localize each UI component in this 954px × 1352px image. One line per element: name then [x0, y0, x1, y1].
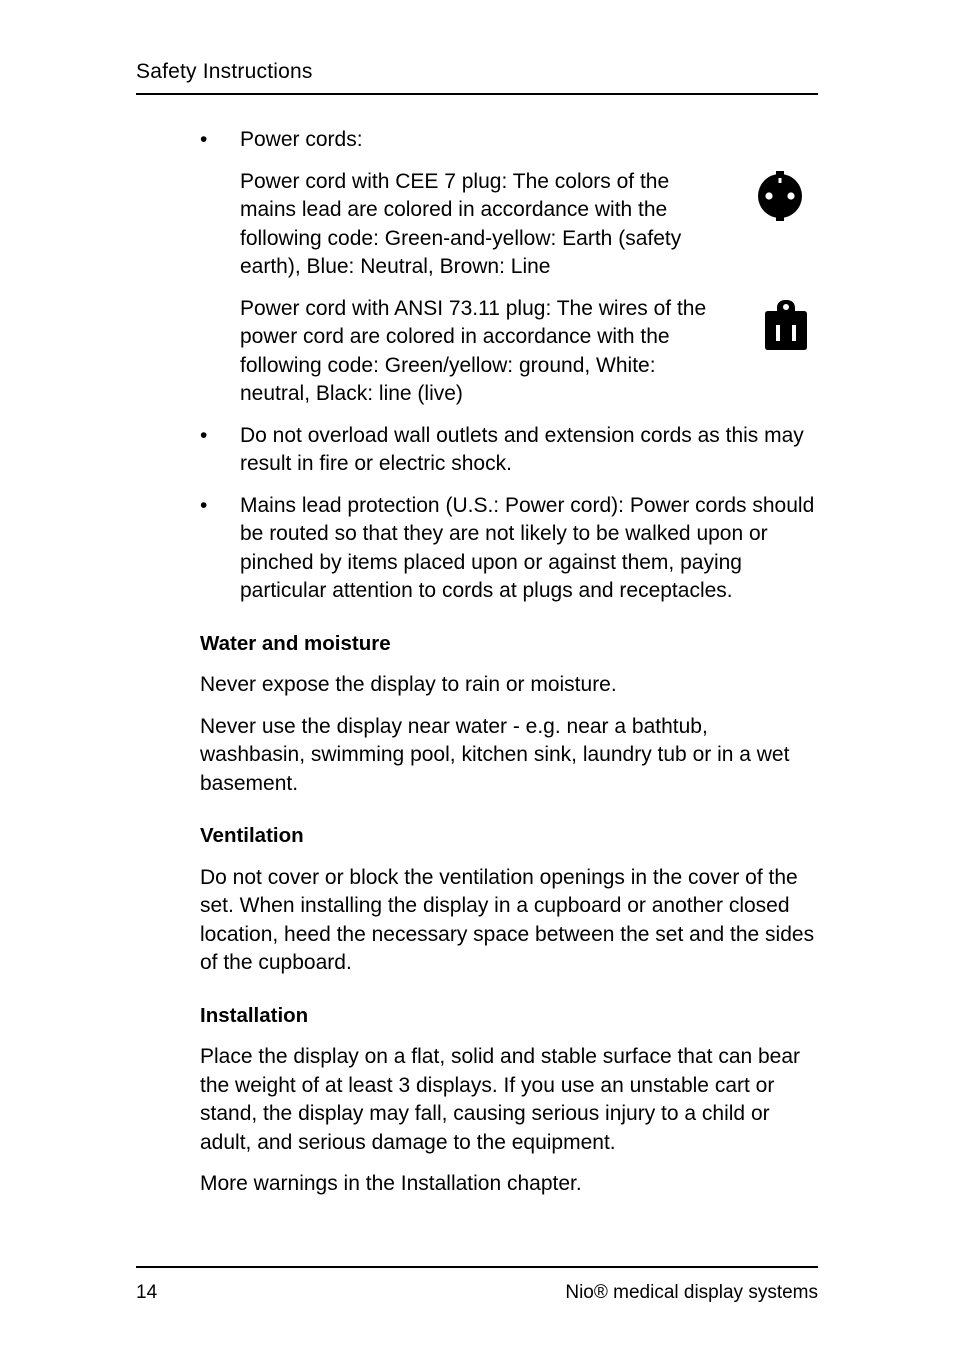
footer-product-name: Nio® medical display systems	[565, 1282, 818, 1303]
page-number: 14	[136, 1282, 158, 1303]
bullet-text: Mains lead protection (U.S.: Power cord): Power cords should be routed so that they are not likely to be walked upon or pinched by items placed upon or against them, paying particular attention to cords at plugs and receptacles.	[240, 493, 815, 602]
bullet-power-cords	[200, 126, 818, 155]
bullet-marker: •	[200, 128, 208, 151]
cee7-plug-icon	[755, 171, 805, 221]
ansi-cord-item	[240, 295, 710, 409]
bullet-wall-outlets	[200, 422, 818, 479]
paragraph: Place the display on a flat, solid and stable surface that can bear the weight of at least 3 displays. If you use an unstable cart or stand, the display may fall, causing serious injury to a child or adult, and serious damage to the equipment.	[200, 1045, 801, 1154]
main-content	[200, 126, 818, 1212]
section-heading-installation: Installation	[200, 1003, 309, 1027]
header-rule	[136, 93, 818, 95]
bullet-marker: •	[200, 493, 208, 517]
bullet-marker: •	[200, 423, 208, 447]
ansi-cord-text: Power cord with ANSI 73.11 plug: The wires of the power cord are colored in accordance with the following code: Green/yellow: ground, White: neutral, Black: line (live)	[240, 296, 707, 405]
cee7-cord-text: Power cord with CEE 7 plug: The colors of the mains lead are colored in accordance with the following code: Green-and-yellow: Earth (safety earth), Blue: Neutral, Brown: Line	[240, 169, 682, 278]
page-header-title: Safety Instructions	[136, 60, 313, 83]
section-heading-ventilation: Ventilation	[200, 824, 304, 847]
bullet-text: Do not overload wall outlets and extension cords as this may result in fire or electric shock.	[240, 423, 804, 475]
paragraph: Never expose the display to rain or moisture.	[200, 673, 617, 696]
cee7-cord-item	[240, 168, 710, 282]
paragraph: More warnings in the Installation chapter.	[200, 1172, 582, 1195]
ansi-plug-icon	[765, 300, 807, 350]
paragraph: Do not cover or block the ventilation openings in the cover of the set. When installing the display in a cupboard or another closed location, heed the necessary space between the set and the sides of the cupboard.	[200, 865, 815, 974]
footer-rule	[136, 1266, 818, 1268]
bullet-mains-lead	[200, 492, 818, 606]
paragraph: Never use the display near water - e.g. near a bathtub, washbasin, swimming pool, kitchen sink, laundry tub or in a wet basement.	[200, 714, 790, 795]
bullet-text: Power cords:	[240, 128, 363, 151]
section-heading-water: Water and moisture	[200, 631, 391, 655]
